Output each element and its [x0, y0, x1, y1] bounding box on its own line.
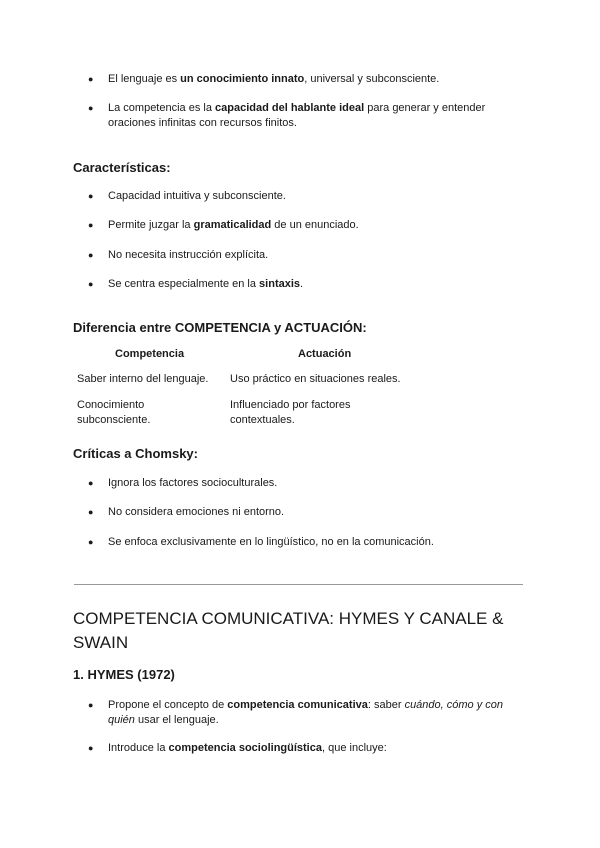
section-title: COMPETENCIA COMUNICATIVA: HYMES Y CANALE & SWAIN — [73, 609, 504, 652]
bullet-icon: ● — [88, 537, 94, 547]
list-item: ● Se enfoca exclusivamente en lo lingüístico, no en la comunicación. — [88, 536, 434, 548]
bullet-icon: ● — [88, 700, 94, 710]
bullet-icon: ● — [88, 507, 94, 517]
list-item: ● Ignora los factores socioculturales. — [88, 477, 278, 489]
list-item: ● No necesita instrucción explícita. — [88, 249, 269, 261]
list-item: ● Introduce la competencia sociolingüística, que incluye: — [88, 742, 387, 754]
table-cell: Influenciado por factores contextuales. — [230, 399, 351, 426]
bullet-icon: ● — [88, 279, 94, 289]
heading-hymes: 1. HYMES (1972) — [73, 667, 175, 682]
table-cell: Conocimiento subconsciente. — [77, 399, 151, 426]
heading-caracteristicas: Características: — [73, 160, 171, 175]
bullet-icon: ● — [88, 220, 94, 230]
list-item: ● La competencia es la capacidad del hablante ideal para generar y entender oraciones infinitas con recursos finitos. — [88, 102, 486, 129]
table-header-competencia: Competencia — [115, 348, 185, 360]
table-cell: Saber interno del lenguaje. — [77, 373, 209, 385]
bullet-icon: ● — [88, 103, 94, 113]
table-cell: Uso práctico en situaciones reales. — [230, 373, 401, 385]
list-item: ● Capacidad intuitiva y subconsciente. — [88, 190, 286, 202]
heading-criticas: Críticas a Chomsky: — [73, 446, 198, 461]
bullet-icon: ● — [88, 250, 94, 260]
list-item: ● Propone el concepto de competencia comunicativa: saber cuándo, cómo y con quién usar el lenguaje. — [88, 699, 504, 726]
table-header-actuacion: Actuación — [298, 348, 352, 360]
bullet-icon: ● — [88, 478, 94, 488]
list-item: ● No considera emociones ni entorno. — [88, 506, 285, 518]
heading-diferencia: Diferencia entre COMPETENCIA y ACTUACIÓN: — [73, 320, 367, 335]
bullet-icon: ● — [88, 743, 94, 753]
list-item: ● Se centra especialmente en la sintaxis. — [88, 278, 304, 290]
list-item: ● El lenguaje es un conocimiento innato, universal y subconsciente. — [88, 73, 440, 85]
list-item: ● Permite juzgar la gramaticalidad de un enunciado. — [88, 219, 359, 231]
bullet-icon: ● — [88, 74, 94, 84]
horizontal-divider — [74, 584, 523, 585]
bullet-icon: ● — [88, 191, 94, 201]
